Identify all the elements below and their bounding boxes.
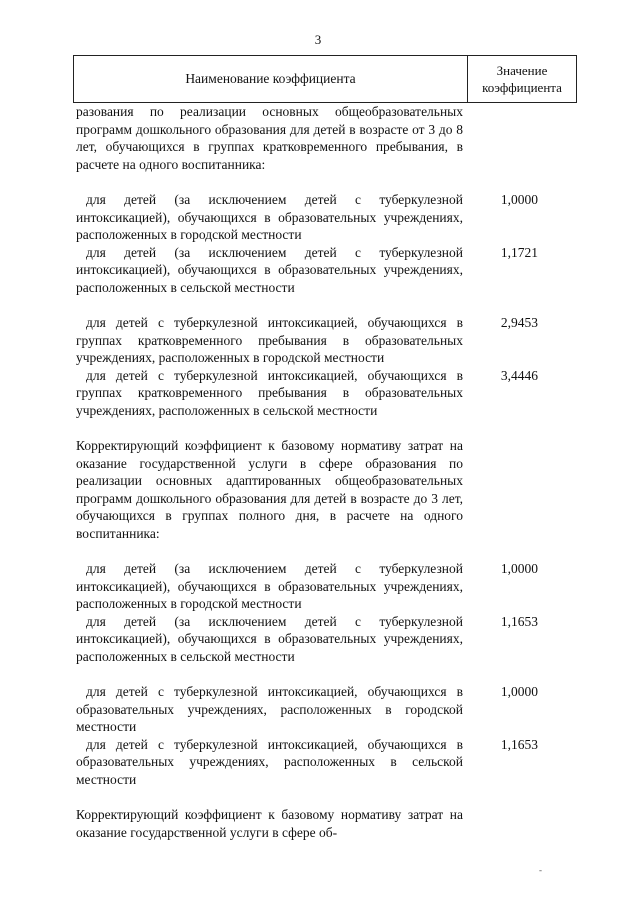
section-intro: Корректирующий коэффициент к базовому нормативу затрат на оказание государственной услуги в сфере образования по реализации основных адаптированных общеобразовательных программ дошкольного образования для детей в возрасте до 3 лет, обучающихся в группах полного дня, в расчете на одного воспитанника: xyxy=(76,438,463,541)
header-value-line1: Значение xyxy=(496,63,548,78)
coefficient-description: для детей (за исключением детей с туберкулезной интоксикацией), обучающихся в образовательных учреждениях, расположенных в городской местности xyxy=(76,561,463,611)
scan-mark: - xyxy=(539,865,542,875)
coefficient-description: для детей с туберкулезной интоксикацией, обучающихся в группах кратковременного пребывания в образовательных учреждениях, расположенных в сельской местности xyxy=(76,367,463,418)
table-row xyxy=(76,613,576,666)
table-row xyxy=(76,736,576,789)
header-value-line2: коэффициента xyxy=(482,80,562,95)
coefficient-description: для детей (за исключением детей с туберкулезной интоксикацией), обучающихся в образовательных учреждениях, расположенных в сельской местности xyxy=(76,244,463,295)
coefficient-description: для детей с туберкулезной интоксикацией, обучающихся в образовательных учреждениях, расположенных в городской местности xyxy=(76,684,463,734)
table-row xyxy=(76,244,576,297)
coefficient-description: для детей с туберкулезной интоксикацией, обучающихся в образовательных учреждениях, расположенных в сельской местности xyxy=(76,736,463,787)
coefficient-value: 1,1653 xyxy=(500,736,538,752)
intro-continuation: разования по реализации основных общеобразовательных программ дошкольного образования для детей в возрасте от 3 до 8 лет, обучающихся в группах кратковременного пребывания, в расчете на одного воспитанника: xyxy=(76,104,463,172)
table-row xyxy=(76,191,576,244)
coefficient-value: 1,1721 xyxy=(500,244,538,260)
table-row xyxy=(76,314,576,367)
coefficient-value: 3,4446 xyxy=(500,367,538,383)
table-body xyxy=(76,103,576,841)
section-intro: Корректирующий коэффициент к базовому нормативу затрат на оказание государственной услуги в сфере об- xyxy=(76,807,463,840)
coefficient-description: для детей (за исключением детей с туберкулезной интоксикацией), обучающихся в образовательных учреждениях, расположенных в городской местности xyxy=(76,192,463,242)
coefficient-value: 1,0000 xyxy=(500,561,538,576)
coefficient-value: 1,0000 xyxy=(500,192,538,207)
page-number: 3 xyxy=(314,32,322,47)
coefficient-value: 1,1653 xyxy=(500,613,538,629)
table-row xyxy=(76,367,576,420)
table-row xyxy=(76,560,576,613)
coefficient-description: для детей с туберкулезной интоксикацией, обучающихся в группах кратковременного пребывания в образовательных учреждениях, расположенных в городской местности xyxy=(76,315,463,365)
coefficient-value: 2,9453 xyxy=(500,315,538,330)
header-name-column: Наименование коэффициента xyxy=(185,71,356,86)
header-value-column xyxy=(468,62,576,96)
coefficient-value: 1,0000 xyxy=(500,684,538,699)
coefficient-description: для детей (за исключением детей с туберкулезной интоксикацией), обучающихся в образовательных учреждениях, расположенных в сельской местности xyxy=(76,613,463,664)
table-header xyxy=(73,55,577,103)
table-row xyxy=(76,683,576,736)
